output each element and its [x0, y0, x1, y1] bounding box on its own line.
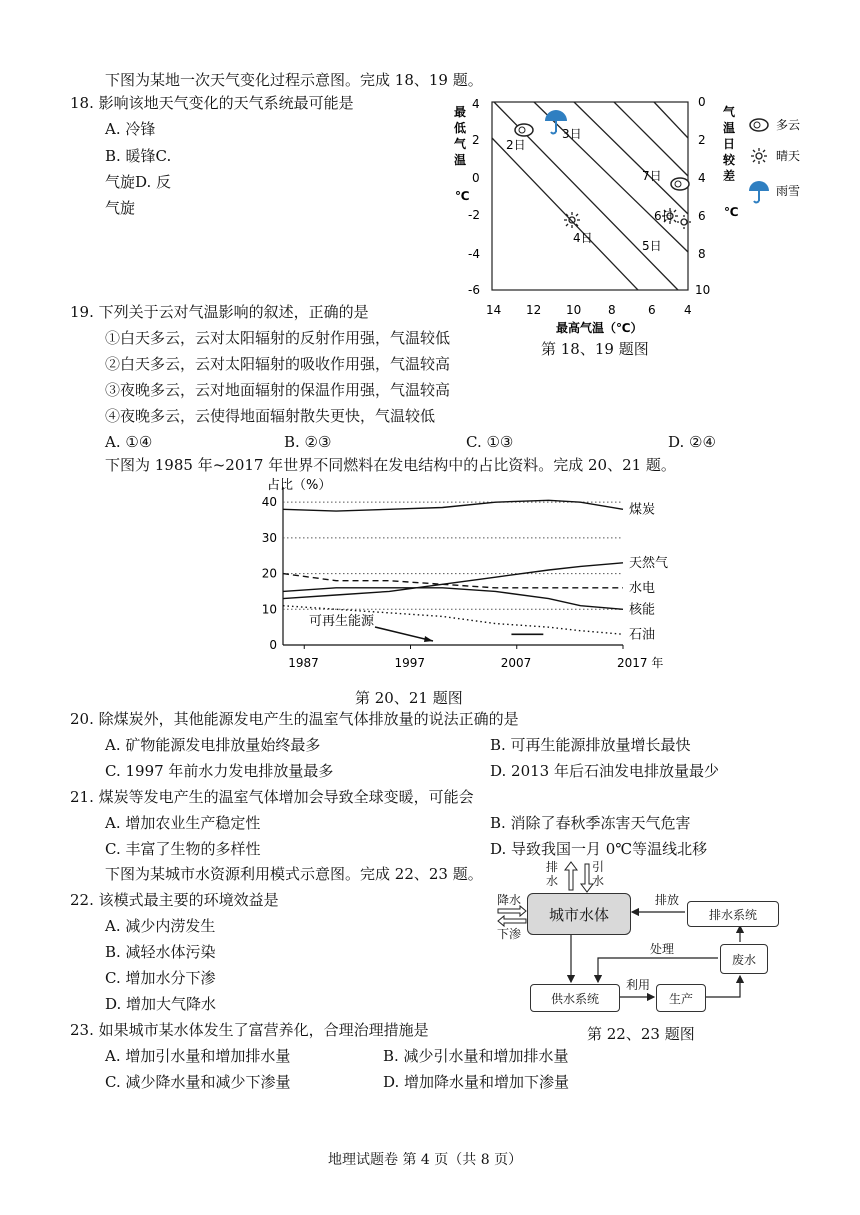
q19-stem: 19. 下列关于云对气温影响的叙述，正确的是: [70, 303, 369, 321]
weather-chart: [438, 92, 813, 342]
y-tick-label: 20: [261, 566, 277, 581]
x-tick-label: 2017 年: [617, 656, 664, 670]
q19-option-b[interactable]: B. ②③: [284, 433, 332, 451]
point-label-d2: 2日: [506, 138, 526, 152]
q20-option-c[interactable]: C. 1997 年前水力发电排放量最多: [105, 762, 334, 780]
q23-option-b[interactable]: B. 减少引水量和增加排水量: [383, 1047, 569, 1065]
series-line-煤炭: [283, 500, 623, 511]
legend-sunny: 晴天: [776, 149, 801, 163]
q23-option-d[interactable]: D. 增加降水量和增加下渗量: [383, 1073, 570, 1091]
water-diagram-caption: 第 22、23 题图: [587, 1025, 695, 1043]
y-tick-label: 0: [269, 638, 277, 652]
q21-option-d[interactable]: D. 导致我国一月 0℃等温线北移: [490, 840, 708, 858]
bottom-axis-label: 最高气温（℃）: [556, 321, 643, 335]
q19-statement-1: ①白天多云，云对太阳辐射的反射作用强，气温较低: [105, 329, 451, 347]
legend-cloudy: 多云: [776, 118, 801, 132]
page-footer: 地理试题卷 第 4 页（共 8 页）: [328, 1152, 523, 1168]
point-label-d5: 5日: [642, 239, 662, 253]
series-line-水电: [283, 574, 623, 588]
left-axis-label-1: 最: [454, 105, 467, 119]
right-axis-label-3: 日: [723, 137, 736, 151]
series-label: 天然气: [629, 555, 669, 571]
right-axis-label-6: ℃: [724, 205, 739, 219]
point-label-d4: 4日: [573, 231, 593, 245]
energy-share-chart: [255, 475, 675, 675]
label-treatment: 处理: [650, 942, 675, 956]
y-tick-label: 10: [261, 602, 277, 617]
supply-system-box: 供水系统: [530, 984, 620, 1012]
bottom-tick: 8: [608, 303, 616, 317]
q20-stem: 20. 除煤炭外，其他能源发电产生的温室气体排放量的说法正确的是: [70, 710, 519, 728]
y-axis-label: 占比（%）: [267, 478, 332, 493]
left-tick: -4: [468, 247, 480, 261]
q21-option-a[interactable]: A. 增加农业生产稳定性: [105, 814, 261, 832]
q20-option-d[interactable]: D. 2013 年后石油发电排放量最少: [490, 762, 719, 780]
city-water-box: 城市水体: [527, 893, 631, 935]
cloud-icon: [515, 124, 533, 136]
bottom-tick: 12: [526, 303, 542, 317]
q18-option-b[interactable]: B. 暖锋C.: [105, 147, 172, 165]
series-line-核能: [283, 588, 623, 609]
x-tick-label: 1997: [394, 656, 426, 670]
sun-icon: [677, 215, 691, 229]
energy-chart-caption: 第 20、21 题图: [355, 689, 463, 707]
q22-option-c[interactable]: C. 增加水分下渗: [105, 969, 216, 987]
arrow-up-icon: [565, 862, 577, 890]
bottom-tick: 6: [648, 303, 656, 317]
intro-18: 下图为某地一次天气变化过程示意图。完成 18、19 题。: [105, 71, 483, 89]
right-tick: 4: [698, 171, 706, 185]
renewable-arrow: [375, 627, 433, 641]
q23-stem: 23. 如果城市某水体发生了富营养化，合理治理措施是: [70, 1021, 429, 1039]
series-label: 核能: [629, 602, 656, 618]
right-axis-label-4: 较: [723, 153, 736, 167]
cloud-icon: [671, 178, 689, 190]
point-label-d6: 6日: [654, 209, 674, 223]
series-label: 煤炭: [629, 502, 656, 518]
right-axis-label-2: 温: [723, 121, 736, 135]
point-label-d7: 7日: [642, 169, 662, 183]
q19-statement-4: ④夜晚多云，云使得地面辐射散失更快，气温较低: [105, 407, 436, 425]
point-label-d3: 3日: [562, 127, 582, 141]
left-tick: -6: [468, 283, 480, 297]
label-intake: 引水: [592, 860, 605, 888]
bottom-tick: 4: [684, 303, 692, 317]
right-tick: 6: [698, 209, 706, 223]
left-tick: 4: [472, 97, 480, 111]
right-tick: 2: [698, 133, 706, 147]
series-label: 水电: [629, 580, 656, 596]
label-infiltration: 下渗: [497, 927, 522, 941]
right-axis-label-1: 气: [723, 105, 736, 119]
intro-20: 下图为 1985 年~2017 年世界不同燃料在发电结构中的占比资料。完成 20、21 题。: [105, 456, 676, 474]
weather-chart-caption: 第 18、19 题图: [541, 340, 649, 358]
label-rainfall: 降水: [497, 893, 522, 907]
q22-option-b[interactable]: B. 减轻水体污染: [105, 943, 216, 961]
q19-statement-3: ③夜晚多云，云对地面辐射的保温作用强，气温较高: [105, 381, 451, 399]
umbrella-icon: [749, 181, 769, 203]
q22-option-d[interactable]: D. 增加大气降水: [105, 995, 217, 1013]
q19-option-d[interactable]: D. ②④: [668, 433, 716, 451]
left-tick: 2: [472, 133, 480, 147]
left-tick: -2: [468, 208, 480, 222]
q21-option-b[interactable]: B. 消除了春秋季冻害天气危害: [490, 814, 691, 832]
q23-option-a[interactable]: A. 增加引水量和增加排水量: [105, 1047, 291, 1065]
sun-icon: [564, 212, 580, 228]
series-label: 石油: [629, 627, 656, 643]
sun-icon: [751, 148, 767, 164]
q19-statement-2: ②白天多云，云对太阳辐射的吸收作用强，气温较高: [105, 355, 451, 373]
bottom-tick: 14: [486, 303, 502, 317]
left-axis-label-5: ℃: [455, 189, 470, 203]
right-tick: 0: [698, 95, 706, 109]
y-tick-label: 40: [261, 495, 277, 510]
bottom-tick: 10: [566, 303, 582, 317]
production-box: 生产: [656, 984, 706, 1012]
label-drain-out: 排水: [546, 860, 559, 888]
intro-22: 下图为某城市水资源利用模式示意图。完成 22、23 题。: [105, 865, 483, 883]
q23-option-c[interactable]: C. 减少降水量和减少下渗量: [105, 1073, 291, 1091]
x-tick-label: 1987: [288, 656, 319, 670]
legend-rain: 雨雪: [776, 184, 801, 198]
q22-stem: 22. 该模式最主要的环境效益是: [70, 891, 279, 909]
q21-option-c[interactable]: C. 丰富了生物的多样性: [105, 840, 261, 858]
q18-option-a[interactable]: A. 冷锋: [105, 120, 156, 138]
right-tick: 10: [695, 283, 711, 297]
arrow-head-icon: [424, 636, 433, 642]
renewable-annotation: 可再生能源: [309, 614, 375, 629]
q19-option-c[interactable]: C. ①③: [466, 433, 514, 451]
q18-stem: 18. 影响该地天气变化的天气系统最可能是: [70, 94, 354, 112]
right-tick: 8: [698, 247, 706, 261]
left-tick: 0: [472, 171, 480, 185]
x-tick-label: 2007: [500, 656, 532, 670]
label-discharge: 排放: [655, 893, 680, 907]
left-axis-label-3: 气: [454, 137, 467, 151]
q19-option-a[interactable]: A. ①④: [105, 433, 153, 451]
waste-water-box: 废水: [720, 944, 768, 974]
q22-option-a[interactable]: A. 减少内涝发生: [105, 917, 216, 935]
drain-system-box: 排水系统: [687, 901, 779, 927]
cloud-icon: [750, 119, 768, 131]
q18-option-d[interactable]: 气旋: [105, 199, 136, 217]
left-axis-label-2: 低: [454, 121, 467, 135]
q20-option-b[interactable]: B. 可再生能源排放量增长最快: [490, 736, 691, 754]
left-axis-label-4: 温: [454, 153, 467, 167]
right-axis-label-5: 差: [723, 169, 736, 183]
y-tick-label: 30: [261, 530, 277, 545]
q18-option-c[interactable]: 气旋D. 反: [105, 173, 172, 191]
q20-option-a[interactable]: A. 矿物能源发电排放量始终最多: [105, 736, 321, 754]
label-use: 利用: [626, 978, 651, 992]
q21-stem: 21. 煤炭等发电产生的温室气体增加会导致全球变暖，可能会: [70, 788, 474, 806]
